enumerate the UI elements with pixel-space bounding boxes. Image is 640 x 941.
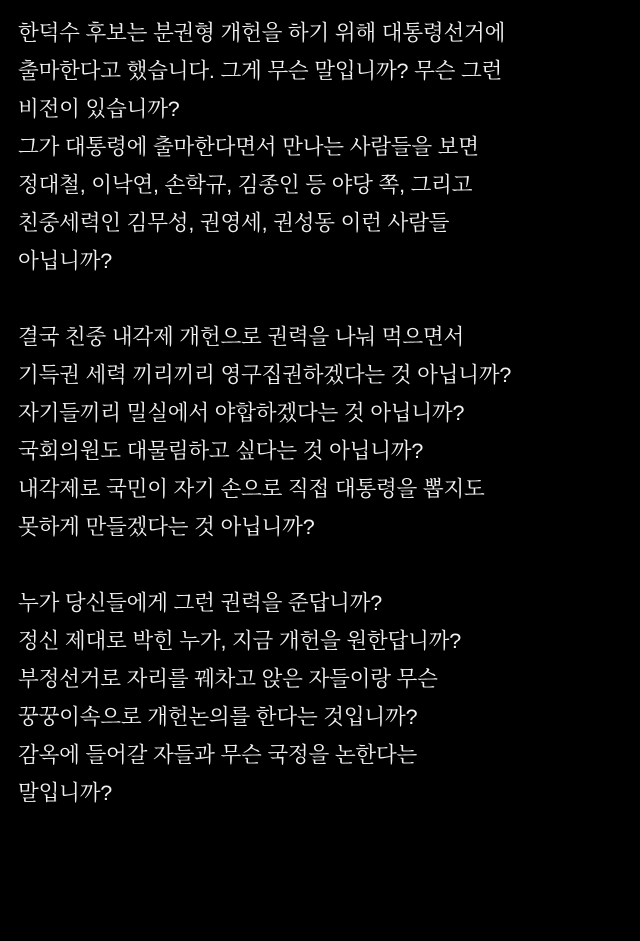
text-line: 기득권 세력 끼리끼리 영구집권하겠다는 것 아닙니까? xyxy=(18,363,512,387)
paragraph-1 xyxy=(18,14,622,280)
text-line: 정신 제대로 박힌 누가, 지금 개헌을 원한답니까? xyxy=(18,629,461,653)
text-line: 친중세력인 김무성, 권영세, 권성동 이런 사람들 xyxy=(18,211,450,235)
text-line: 누가 당신들에게 그런 권력을 준답니까? xyxy=(18,591,382,615)
text-line: 한덕수 후보는 분권형 개헌을 하기 위해 대통령선거에 xyxy=(18,21,506,45)
text-line: 내각제로 국민이 자기 손으로 직접 대통령을 뽑지도 xyxy=(18,477,485,501)
text-line: 부정선거로 자리를 꿰차고 앉은 자들이랑 무슨 xyxy=(18,667,438,691)
text-line: 출마한다고 했습니다. 그게 무슨 말입니까? 무슨 그런 xyxy=(18,59,503,83)
text-line: 못하게 만들겠다는 것 아닙니까? xyxy=(18,515,315,539)
text-line: 국회의원도 대물림하고 싶다는 것 아닙니까? xyxy=(18,439,424,463)
paragraph-2 xyxy=(18,318,622,546)
paragraph-spacer xyxy=(18,280,622,318)
text-line: 꿍꿍이속으로 개헌논의를 한다는 것입니까? xyxy=(18,705,418,729)
text-line: 말입니까? xyxy=(18,781,113,805)
paragraph-spacer xyxy=(18,546,622,584)
text-line: 정대철, 이낙연, 손학규, 김종인 등 야당 쪽, 그리고 xyxy=(18,173,473,197)
text-line: 결국 친중 내각제 개헌으로 권력을 나눠 먹으면서 xyxy=(18,325,465,349)
text-line: 그가 대통령에 출마한다면서 만나는 사람들을 보면 xyxy=(18,135,479,159)
text-line: 감옥에 들어갈 자들과 무슨 국정을 논한다는 xyxy=(18,743,418,767)
paragraph-3 xyxy=(18,584,622,812)
text-line: 아닙니까? xyxy=(18,249,113,273)
text-line: 비전이 있습니까? xyxy=(18,97,180,121)
text-line: 자기들끼리 밀실에서 야합하겠다는 것 아닙니까? xyxy=(18,401,465,425)
